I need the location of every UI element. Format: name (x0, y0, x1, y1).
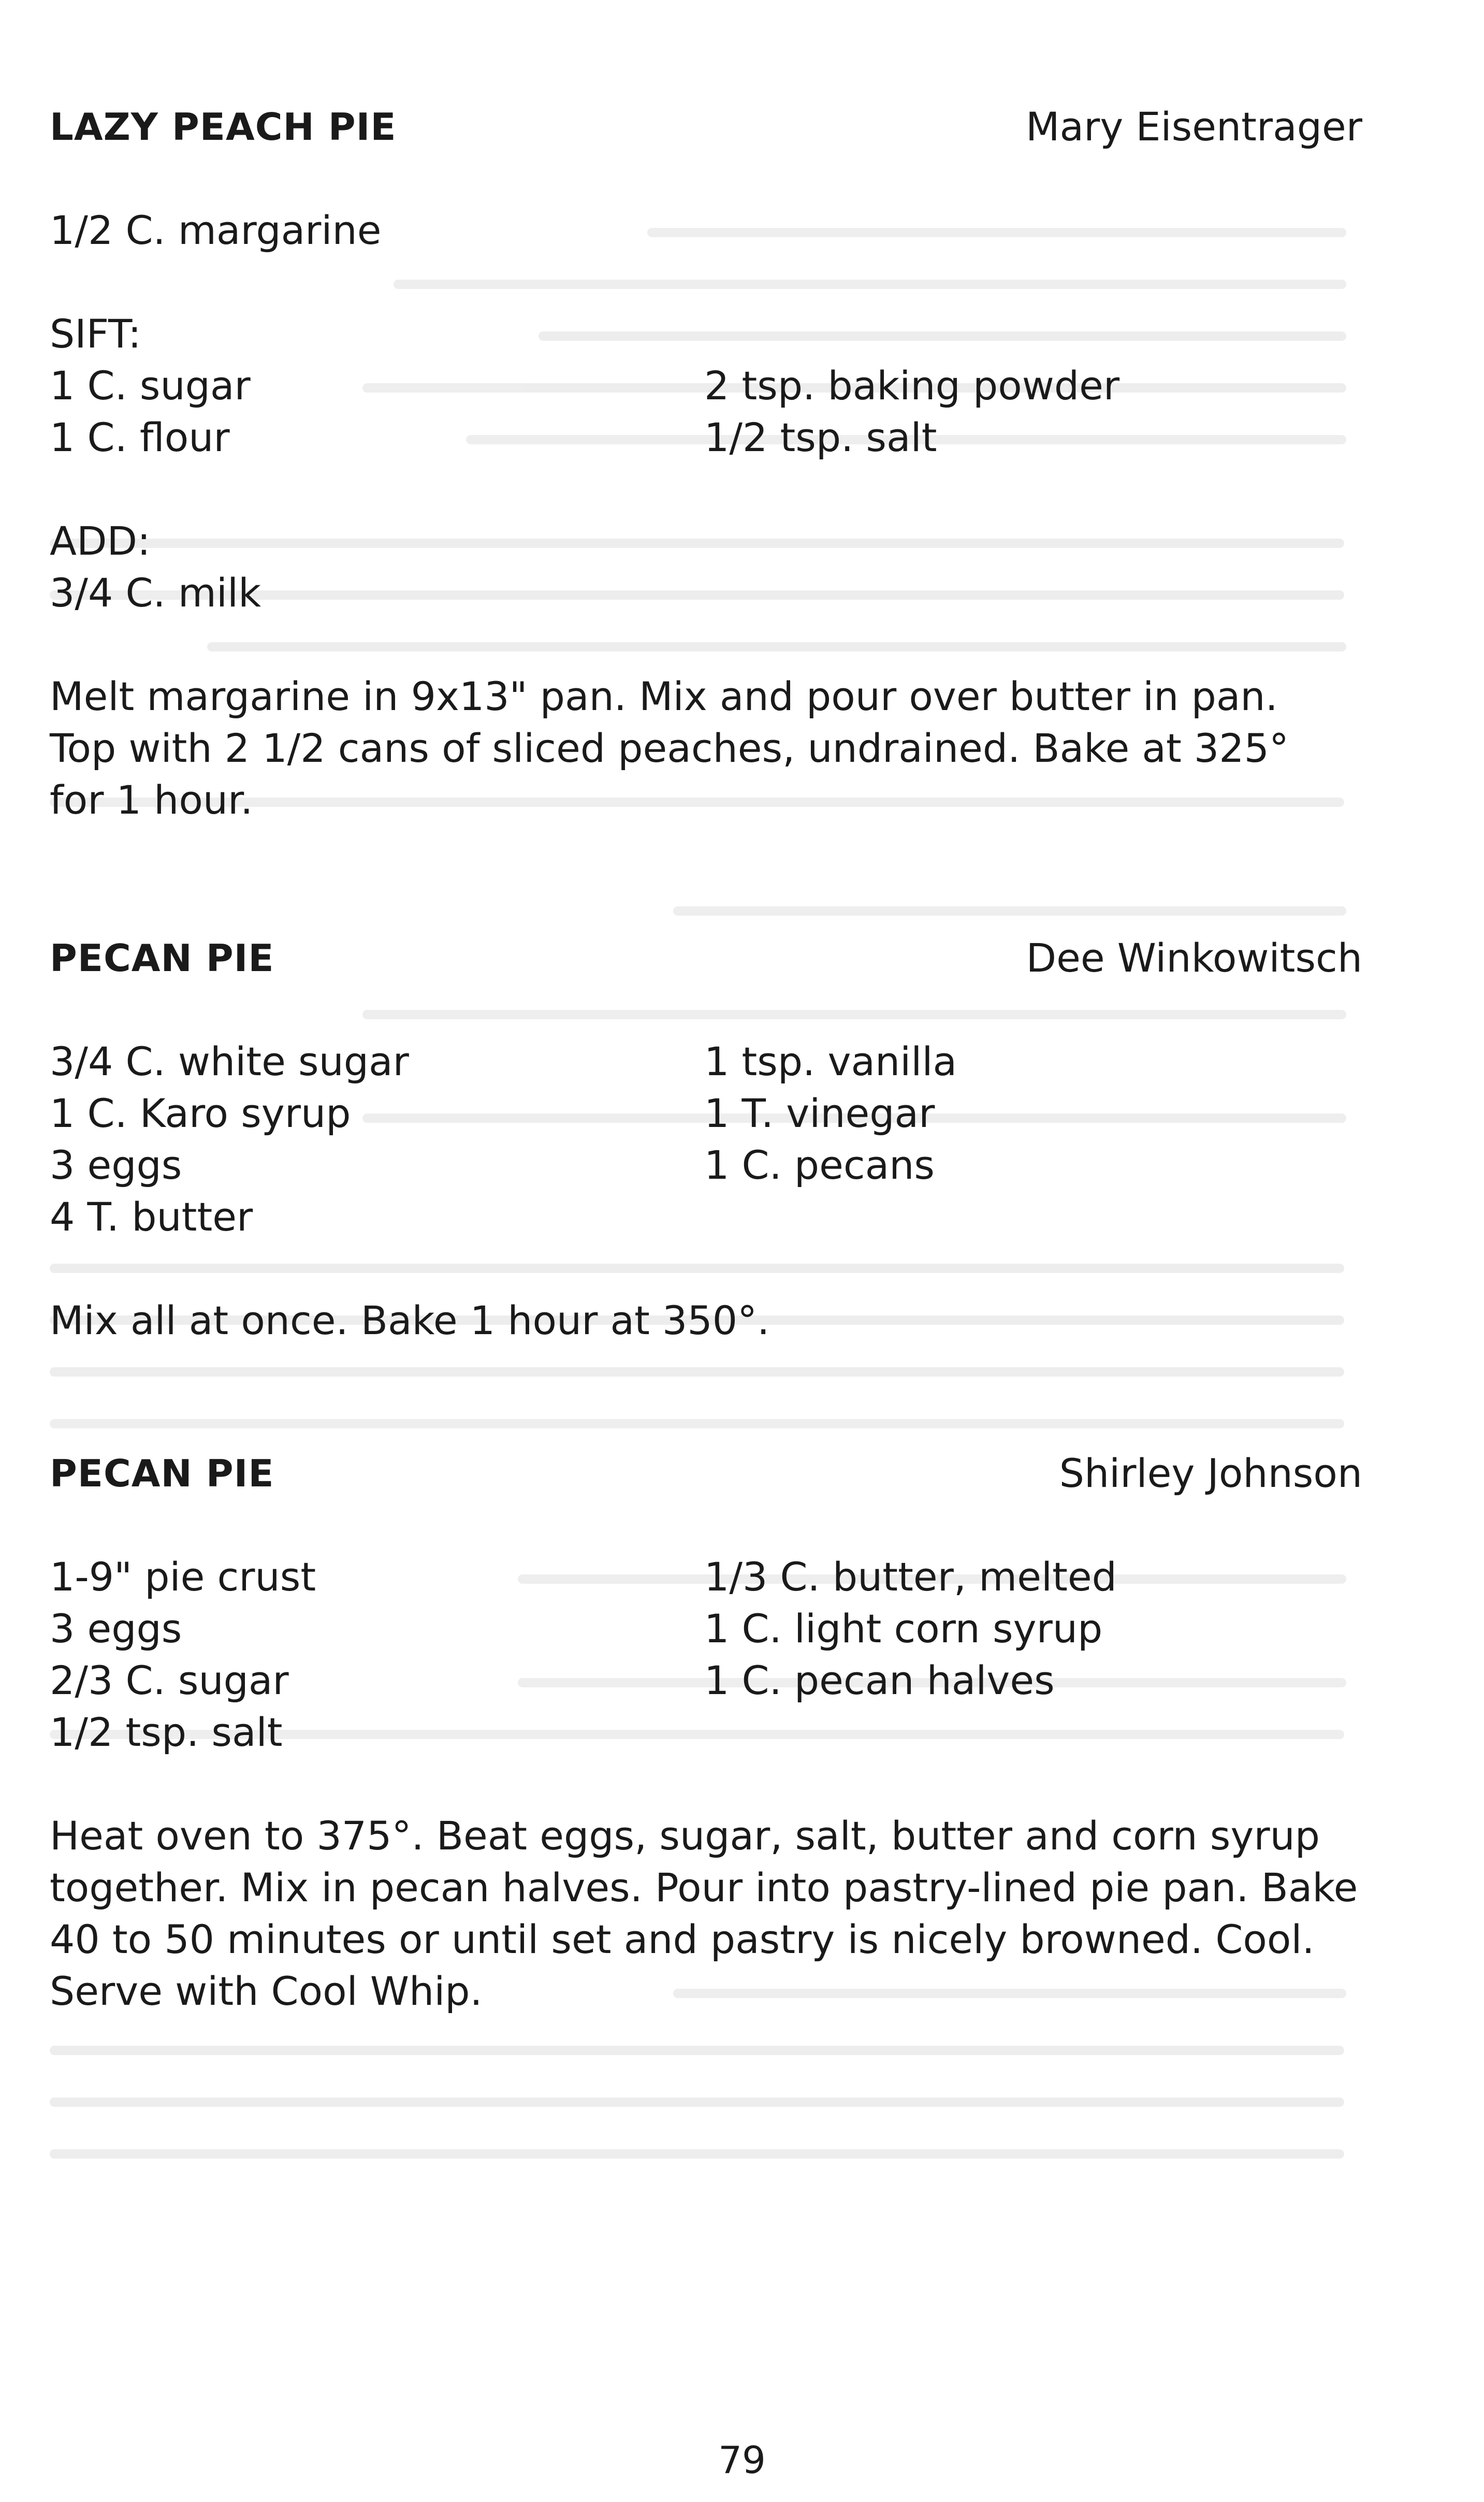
ingredient: 3 eggs (50, 1142, 182, 1188)
ingredient: 1 C. pecan halves (704, 1657, 1055, 1703)
recipe-author: Mary Eisentrager (1025, 104, 1362, 150)
ingredient: 1/2 C. margarine (50, 207, 382, 253)
directions-line: Mix all at once. Bake 1 hour at 350°. (50, 1297, 770, 1343)
ingredient: 1 C. light corn syrup (704, 1606, 1103, 1652)
ingredient: 1 C. flour (50, 414, 230, 460)
ingredient: 2/3 C. sugar (50, 1657, 289, 1703)
directions-line: Serve with Cool Whip. (50, 1968, 483, 2014)
recipe-directions (50, 1810, 1375, 2017)
directions-line: Melt margarine in 9x13" pan. Mix and pour over butter in pan. (50, 673, 1278, 719)
directions-line: together. Mix in pecan halves. Pour into pastry-lined pie pan. Bake (50, 1864, 1358, 1911)
ingredient: 3 eggs (50, 1606, 182, 1652)
recipe-title: PECAN PIE (50, 1452, 274, 1495)
ingredient: 2 tsp. baking powder (704, 363, 1120, 409)
section-label: ADD: (50, 518, 151, 564)
ingredient: 1 tsp. vanilla (704, 1038, 957, 1084)
ingredient: 1 C. pecans (704, 1142, 935, 1188)
recipe-author: Shirley Johnson (1059, 1450, 1362, 1496)
page-number: 79 (718, 2438, 766, 2482)
directions-line: 40 to 50 minutes or until set and pastry is nicely browned. Cool. (50, 1916, 1315, 1962)
ingredient: 3/4 C. white sugar (50, 1038, 409, 1084)
section-label: SIFT: (50, 311, 141, 357)
recipe-author: Dee Winkowitsch (1026, 935, 1362, 981)
ingredient: 1/2 tsp. salt (50, 1709, 283, 1755)
directions-line: Top with 2 1/2 cans of sliced peaches, undrained. Bake at 325° (50, 725, 1289, 771)
ingredient: 1 C. sugar (50, 363, 251, 409)
ingredient: 1 C. Karo syrup (50, 1090, 351, 1136)
ingredient: 1 T. vinegar (704, 1090, 935, 1136)
recipe-title: LAZY PEACH PIE (50, 105, 397, 149)
directions-line: Heat oven to 375°. Beat eggs, sugar, salt, butter and corn syrup (50, 1813, 1320, 1859)
ingredient: 1-9" pie crust (50, 1554, 316, 1600)
recipe-directions (50, 671, 1375, 826)
directions-line: for 1 hour. (50, 777, 253, 823)
ingredient: 4 T. butter (50, 1194, 253, 1240)
ingredient: 1/3 C. butter, melted (704, 1554, 1117, 1600)
ingredient: 3/4 C. milk (50, 570, 261, 616)
recipe-directions (50, 1295, 1375, 1347)
recipe-title: PECAN PIE (50, 936, 274, 980)
ingredient: 1/2 tsp. salt (704, 414, 937, 460)
